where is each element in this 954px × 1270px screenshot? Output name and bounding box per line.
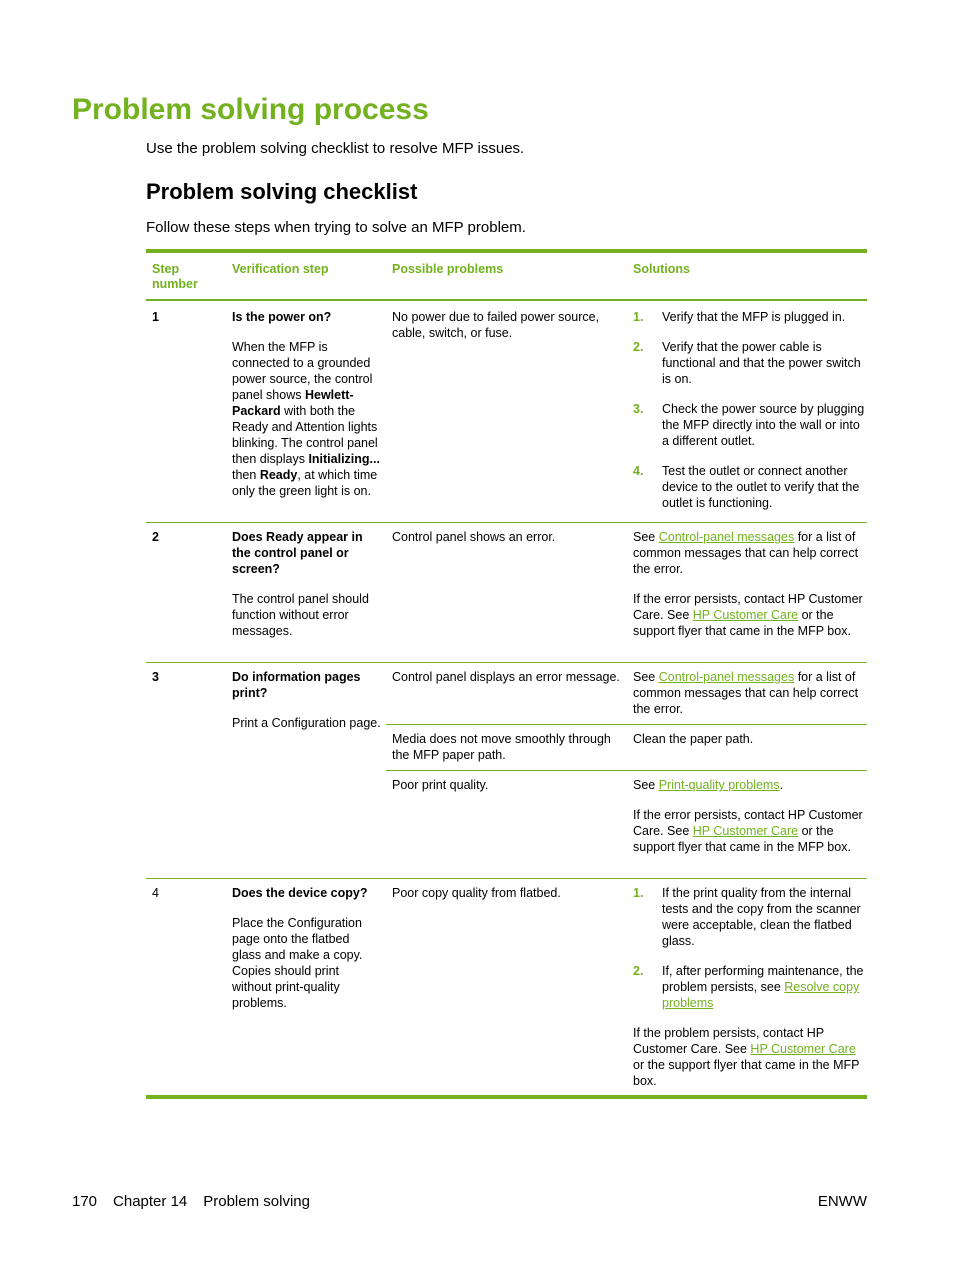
row-3-description: Print a Configuration page. xyxy=(232,716,381,730)
chapter-label: Chapter 14 xyxy=(113,1193,188,1210)
row-1-number: 1 xyxy=(152,310,159,324)
row-2-description: The control panel should function without error messages. xyxy=(232,592,369,638)
row-3-problem-1: Control panel displays an error message. xyxy=(392,670,620,684)
header-verification-step: Verification step xyxy=(232,262,329,276)
row-divider xyxy=(146,662,867,663)
row-1-verification xyxy=(232,309,382,499)
row-2-question: Does Ready appear in the control panel or screen? xyxy=(232,530,363,576)
row-4-number: 4 xyxy=(152,886,159,900)
row-4-verification xyxy=(232,885,382,1011)
table-header-rule xyxy=(146,299,867,301)
page-footer-left xyxy=(72,1192,326,1212)
header-possible-problems: Possible problems xyxy=(392,262,504,276)
chapter-title: Problem solving xyxy=(203,1193,310,1210)
row-3-number: 3 xyxy=(152,670,159,684)
row-2-problem: Control panel shows an error. xyxy=(392,530,556,544)
row-1-solutions xyxy=(633,309,865,525)
table-top-rule xyxy=(146,249,867,253)
row-1-question: Is the power on? xyxy=(232,310,332,324)
solution-step: 4. Test the outlet or connect another device to the outlet to verify that the outlet is functioning. xyxy=(633,464,860,510)
hp-customer-care-link[interactable]: HP Customer Care xyxy=(692,824,799,838)
row-divider xyxy=(146,878,867,879)
row-4-solutions: 1. If the print quality from the internal tests and the copy from the scanner were acceptable, clean the flatbed glass. 2. If, after performing maintenance, the problem persists, see Resolve copy problems If the problem persists, contact HP Customer Care. See HP Customer Care or the support flyer that came in the MFP box. xyxy=(633,886,864,1088)
row-2-number: 2 xyxy=(152,530,159,544)
row-1-problem: No power due to failed power source, cable, switch, or fuse. xyxy=(392,310,600,340)
solution-step: 1. Verify that the MFP is plugged in. xyxy=(633,310,846,324)
row-4-description: Place the Configuration page onto the flatbed glass and make a copy. Copies should print without print-quality problems. xyxy=(232,916,363,1010)
row-3-solution-2: Clean the paper path. xyxy=(633,732,754,746)
row-3-question: Do information pages print? xyxy=(232,670,361,700)
row-4-question: Does the device copy? xyxy=(232,886,368,900)
row-4-problem: Poor copy quality from flatbed. xyxy=(392,886,561,900)
section-intro-text: Follow these steps when trying to solve an MFP problem. xyxy=(146,219,526,236)
solution-step: 1. If the print quality from the internal tests and the copy from the scanner were acceptable, clean the flatbed glass. xyxy=(633,886,861,948)
control-panel-messages-link[interactable]: Control-panel messages xyxy=(658,670,795,684)
row-1-description: When the MFP is connected to a grounded power source, the control panel shows Hewlett-Packard with both the Ready and Attention lights blinking. The control panel then displays Initializing... then Ready, at which time only the green light is on. xyxy=(232,340,380,498)
header-step-number: Step number xyxy=(152,262,198,291)
header-solutions: Solutions xyxy=(633,262,690,276)
solution-step: 2. If, after performing maintenance, the problem persists, see Resolve copy problems xyxy=(633,964,864,1010)
print-quality-problems-link[interactable]: Print-quality problems xyxy=(658,778,780,792)
subrow-divider xyxy=(386,770,867,771)
section-title: Problem solving checklist xyxy=(146,179,418,204)
solution-step: 3. Check the power source by plugging the MFP directly into the wall or into a different outlet. xyxy=(633,402,865,448)
hp-customer-care-link[interactable]: HP Customer Care xyxy=(750,1042,856,1056)
row-3-problem-3: Poor print quality. xyxy=(392,778,489,792)
resolve-copy-problems-link[interactable]: Resolve copy problems xyxy=(662,980,860,1010)
page-number: 170 xyxy=(72,1193,98,1210)
hp-customer-care-link[interactable]: HP Customer Care xyxy=(692,608,799,622)
control-panel-messages-link[interactable]: Control-panel messages xyxy=(658,530,795,544)
row-2-verification xyxy=(232,529,382,639)
row-3-solution-1: See Control-panel messages for a list of common messages that can help correct the error. xyxy=(633,670,859,716)
intro-text: Use the problem solving checklist to resolve MFP issues. xyxy=(146,140,525,157)
table-bottom-rule xyxy=(146,1095,867,1099)
page-title: Problem solving process xyxy=(72,93,429,126)
solution-step: 2. Verify that the power cable is functional and that the power switch is on. xyxy=(633,340,861,386)
row-3-verification xyxy=(232,669,382,731)
row-3-problem-2: Media does not move smoothly through the MFP paper path. xyxy=(392,732,611,762)
row-2-solutions: See Control-panel messages for a list of common messages that can help correct the error. If the error persists, contact HP Customer Care. See HP Customer Care or the support flyer that came in the MFP box. xyxy=(633,530,863,638)
row-3-solution-3: See Print-quality problems. If the error persists, contact HP Customer Care. See HP Customer Care or the support flyer that came in the MFP box. xyxy=(633,778,863,854)
subrow-divider xyxy=(386,724,867,725)
page-footer-right: ENWW xyxy=(817,1193,867,1210)
